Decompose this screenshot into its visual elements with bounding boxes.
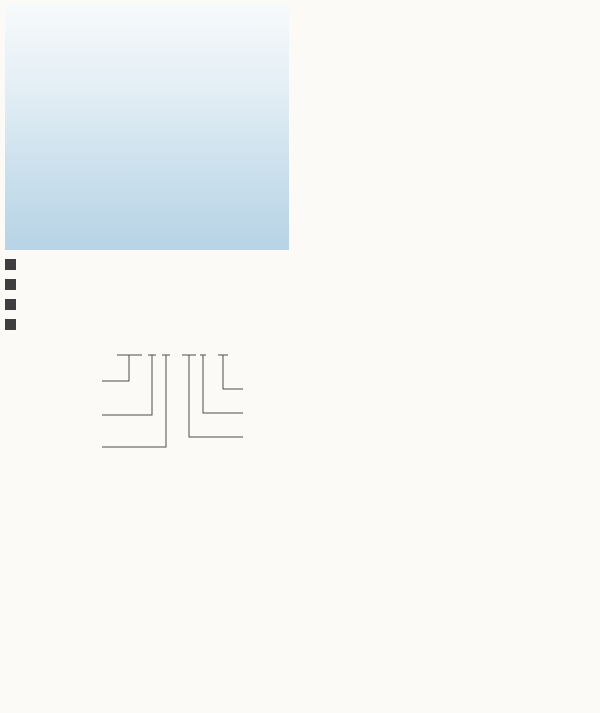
connector-stages xyxy=(189,355,243,437)
pump-photo-panel xyxy=(5,4,289,250)
section-square-icon xyxy=(5,259,16,270)
section-working-conditions xyxy=(5,259,289,270)
connector-flow xyxy=(102,355,166,447)
connector-series xyxy=(102,355,129,381)
section-title xyxy=(5,259,289,270)
section-model-meaning xyxy=(5,319,289,461)
pump-photos-illustration xyxy=(5,4,289,250)
section-square-icon xyxy=(5,279,16,290)
section-title xyxy=(5,299,289,310)
section-square-icon xyxy=(5,299,16,310)
section-square-icon xyxy=(5,319,16,330)
section-application-range xyxy=(5,279,289,290)
section-title xyxy=(5,279,289,290)
model-code-diagram xyxy=(5,335,289,457)
connector-material xyxy=(102,355,152,415)
left-column xyxy=(5,4,289,461)
section-typical-applications xyxy=(5,299,289,310)
section-title xyxy=(5,319,289,330)
connector-connection xyxy=(223,355,243,389)
